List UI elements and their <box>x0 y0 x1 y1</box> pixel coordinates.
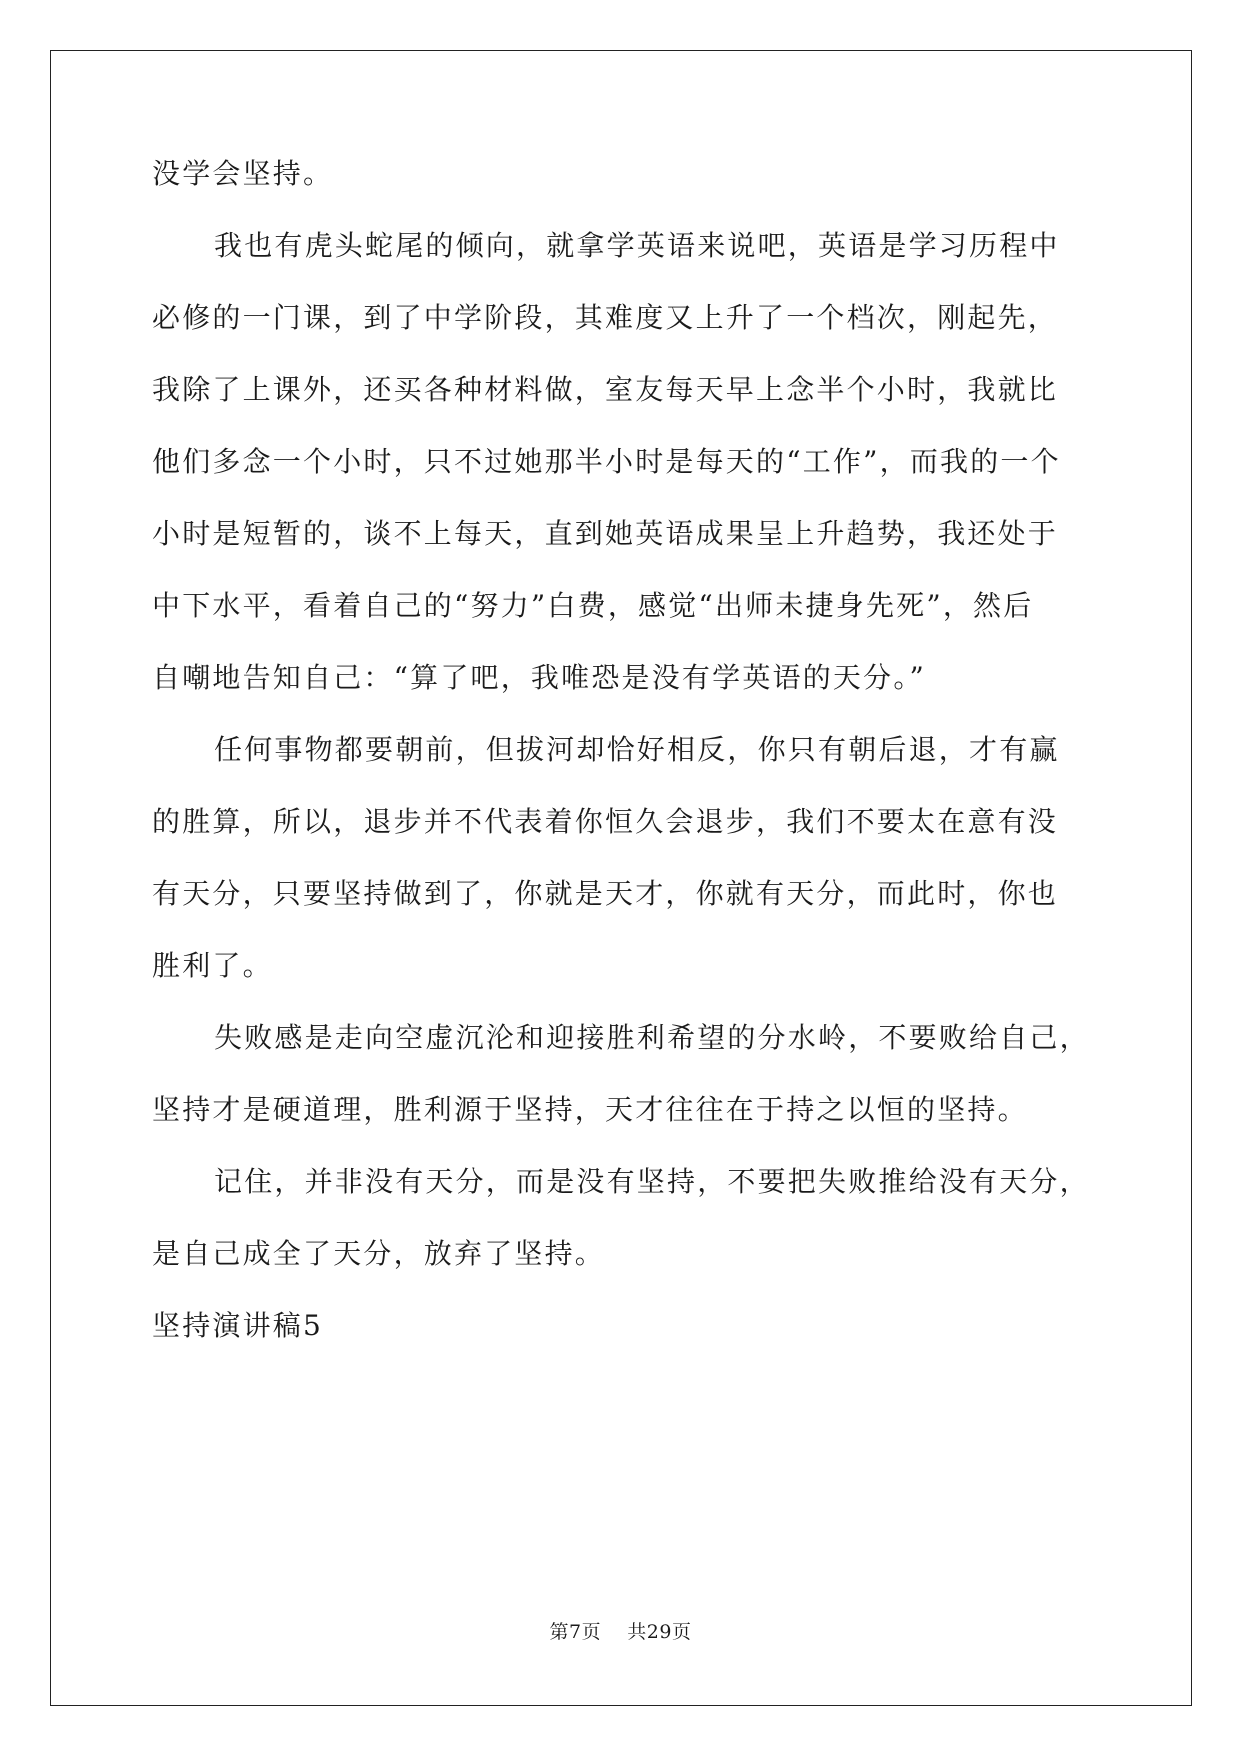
footer-total-prefix: 共 <box>627 1621 647 1643</box>
body-line-14: 坚持才是硬道理，胜利源于坚持，天才往往在于持之以恒的坚持。 <box>152 1093 1028 1126</box>
footer-total-pages: 29 <box>646 1621 672 1643</box>
body-line-10: 的胜算，所以，退步并不代表着你恒久会退步，我们不要太在意有没 <box>152 805 1059 838</box>
body-line-1: 没学会坚持。 <box>152 157 334 190</box>
body-line-16: 是自己成全了天分，放弃了坚持。 <box>152 1237 606 1270</box>
body-line-7: 中下水平，看着自己的“努力”白费，感觉“出师未捷身先死”，然后 <box>152 589 1034 622</box>
section-heading: 坚持演讲稿5 <box>152 1309 324 1342</box>
footer-page-suffix: 页 <box>581 1621 602 1643</box>
body-line-4: 我除了上课外，还买各种材料做，室友每天早上念半个小时，我就比 <box>152 373 1059 406</box>
body-line-12: 胜利了。 <box>152 949 273 982</box>
footer-total-suffix: 页 <box>671 1621 692 1643</box>
body-line-5: 他们多念一个小时，只不过她那半小时是每天的“工作”，而我的一个 <box>152 445 1061 478</box>
body-line-13: 失败感是走向空虚沉沦和迎接胜利希望的分水岭，不要败给自己， <box>214 1021 1090 1054</box>
footer-page-prefix: 第 <box>549 1621 569 1643</box>
footer-page-number: 7 <box>569 1621 582 1643</box>
body-line-3: 必修的一门课，到了中学阶段，其难度又上升了一个档次，刚起先， <box>152 301 1059 334</box>
page-footer <box>0 1620 1241 1644</box>
body-line-6: 小时是短暂的，谈不上每天，直到她英语成果呈上升趋势，我还处于 <box>152 517 1059 550</box>
body-line-2: 我也有虎头蛇尾的倾向，就拿学英语来说吧，英语是学习历程中 <box>214 229 1060 262</box>
body-line-8: 自嘲地告知自己：“算了吧，我唯恐是没有学英语的天分。” <box>152 661 927 694</box>
body-line-9: 任何事物都要朝前，但拔河却恰好相反，你只有朝后退，才有赢 <box>214 733 1060 766</box>
body-line-11: 有天分，只要坚持做到了，你就是天才，你就有天分，而此时，你也 <box>152 877 1059 910</box>
body-line-15: 记住，并非没有天分，而是没有坚持，不要把失败推给没有天分， <box>214 1165 1090 1198</box>
